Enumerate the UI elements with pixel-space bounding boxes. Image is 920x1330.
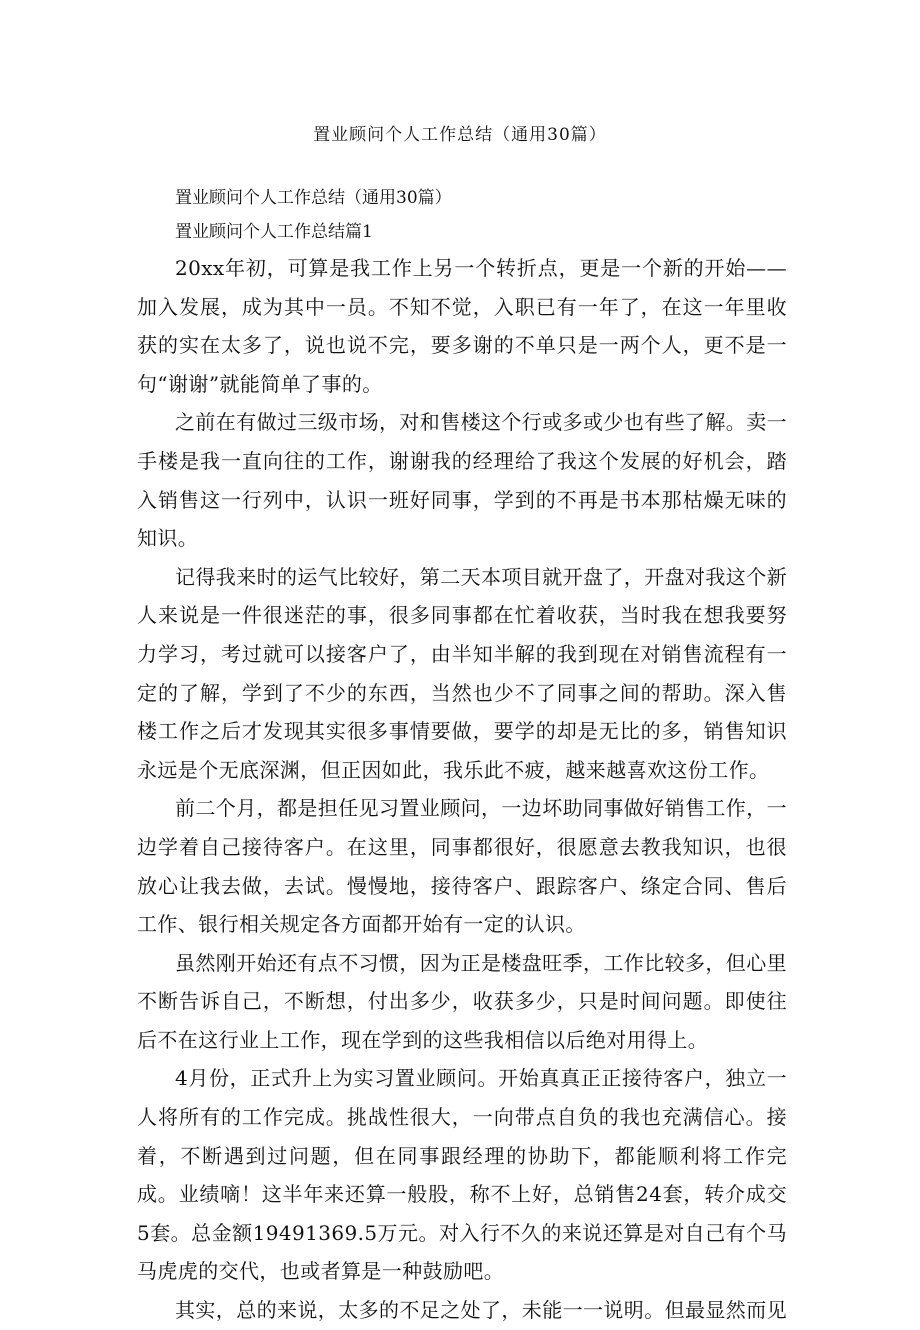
paragraph-3: 记得我来时的运气比较好，第二天本项目就开盘了，开盘对我这个新人来说是一件很迷茫的事，很多同事都在忙着收获，当时我在想我要努力学习，考过就可以接客户了，由半知半解的我到现在对销售流程有一定的了解，学到了不少的东西，当然也少不了同事之间的帮助。深入售楼工作之后才发现其实很多事情要做，要学的却是无比的多，销售知识永远是个无底深渊，但正因如此，我乐此不疲，越来越喜欢这份工作。 [137, 564, 787, 782]
paragraph-7: 其实，总的来说，太多的不足之处了，未能一一说明。但最显然而见 [175, 1298, 787, 1323]
paragraph-4: 前二个月，都是担任见习置业顾问，一边坏助同事做好销售工作，一边学着自己接待客户。在这里，同事都很好，很愿意去教我知识，也很放心让我去做，去试。慢慢地，接待客户、跟踪客户、绦定合同、售后工作、银行相关规定各方面都开始有一定的认识。 [137, 796, 787, 937]
paragraph-1: 20xx年初，可算是我工作上另一个转折点，更是一个新的开始——加入发展，成为其中一员。不知不觉，入职已有一年了，在这一年里收获的实在太多了，说也说不完，要多谢的不单只是一两个人，更不是一句“谢谢”就能简单了事的。 [137, 256, 787, 396]
paragraph-6: 4月份，正式升上为实习置业顾问。开始真真正正接待客户，独立一人将所有的工作完成。挑战性很大，一向带点自负的我也充满信心。接着，不断遇到过问题，但在同事跟经理的协助下，都能顺利将工作完成。业绩嘀！这半年来还算一般股，称不上好，总销售24套，转介成交5套。总金额19491369.5万元。对入行不久的来说还算是对自己有个马马虎虎的交代，也或者算是一种鼓励吧。 [137, 1066, 787, 1284]
section-heading: 置业顾问个人工作总结篇1 [175, 222, 373, 242]
document-title: 置业顾问个人工作总结（通用30篇） [313, 125, 607, 145]
paragraph-5: 虽然刚开始还有点不习惯，因为正是楼盘旺季，工作比较多，但心里不断告诉自己，不断想，付出多少，收获多少，只是时间问题。即使往后不在这行业上工作，现在学到的这些我相信以后绝对用得上。 [137, 950, 787, 1052]
paragraph-2: 之前在有做过三级市场，对和售楼这个行或多或少也有些了解。卖一手楼是我一直向往的工作，谢谢我的经理给了我这个发展的好机会，踏入销售这一行列中，认识一班好同事，学到的不再是书本那枯燥无味的知识。 [137, 410, 787, 551]
document-subtitle: 置业顾问个人工作总结（通用30篇） [175, 188, 452, 208]
document-body [137, 181, 787, 1330]
